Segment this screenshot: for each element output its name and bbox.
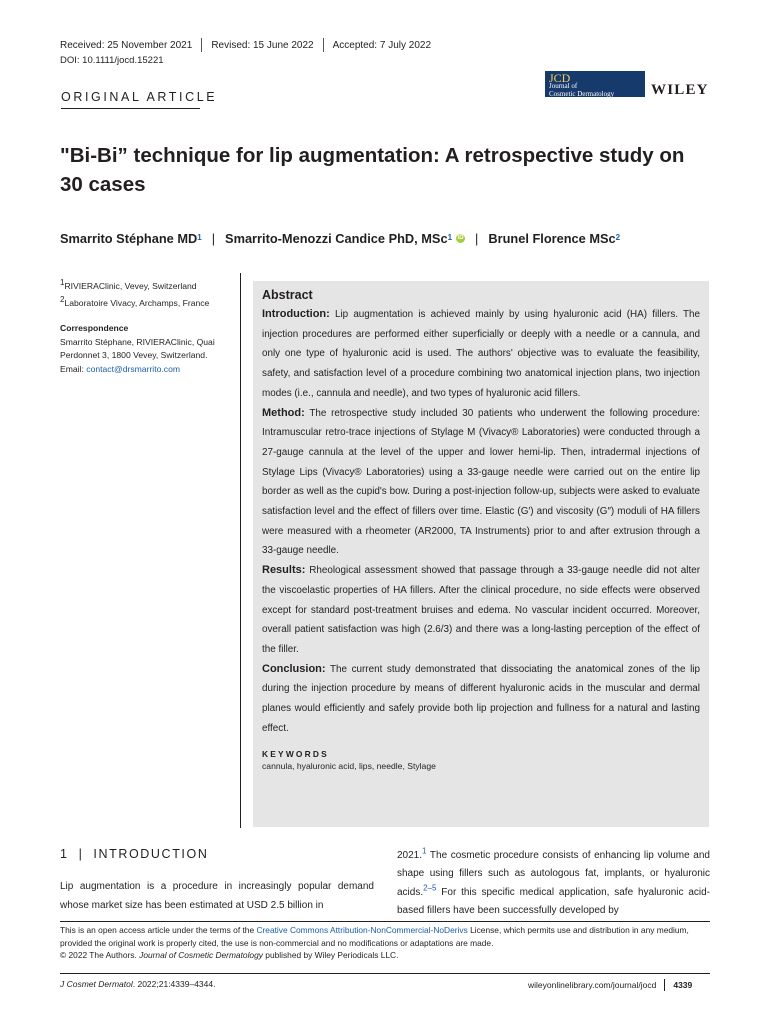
- license-divider: [60, 921, 710, 922]
- journal-url[interactable]: wileyonlinelibrary.com/journal/jocd: [528, 980, 657, 990]
- abstract-introduction: Introduction: Lip augmentation is achieved mainly by using hyaluronic acid (HA) fillers. The injection procedures are performed either superficially or deeply with a needle or a cannula, and only one type of hyaluronic acid is used. The authors' objective was to evaluate the feasibility, safety, and satisfaction level of a procedure combining two anatomical injection plans, two injection modes (i.e., cannula and needle), and two types of hyaluronic acid fillers.: [262, 308, 700, 399]
- journal-logo-abbr: JCD: [549, 71, 571, 85]
- correspondence-email: Email: contact@drsmarrito.com: [60, 363, 181, 374]
- journal-logo[interactable]: [545, 71, 645, 97]
- abstract-box: [253, 281, 709, 827]
- license-link[interactable]: Creative Commons Attribution-NonCommercial-NoDerivs: [256, 925, 468, 935]
- column-divider: [240, 273, 241, 828]
- journal-logo-name: Journal of Cosmetic Dermatology: [549, 82, 615, 98]
- received-date: Received: 25 November 2021: [60, 39, 193, 51]
- author-list: Smarrito Stéphane MD 1 | Smarrito-Menozzi Candice PhD, MSc 1 iD | Brunel Florence MSc 2: [60, 230, 621, 246]
- author-name[interactable]: Brunel Florence MSc: [488, 230, 616, 246]
- footer-right: [528, 979, 692, 991]
- affiliation: $^2$Laboratoire Vivacy, Archamps, France: [60, 294, 210, 308]
- author-separator: |: [475, 230, 479, 246]
- accepted-date: Accepted: 7 July 2022: [332, 39, 432, 51]
- footer-citation: J Cosmet Dermatol. 2022;21:4339–4344.: [60, 979, 216, 989]
- abstract-results: Results: Rheological assessment showed that passage through a 33-gauge needle did not alter the viscoelastic properties of HA fillers. After the clinical procedure, no side effects were observed except for standard post-treatment bruises and edema. No vascular incident occurred. Moreover, overall patient satisfaction was high (2.6/3) and there was a long-lasting perception of the effect of the filler.: [262, 564, 700, 655]
- article-dates: [60, 38, 431, 52]
- affiliation: $^1$RIVIERAClinic, Vevey, Switzerland: [60, 278, 197, 291]
- license-notice: This is an open access article under the terms of the Creative Commons Attribution-NonCommercial-NoDerivs License, which permits use and distribution in any medium, provided the original work is properly cited, the use is non-commercial and no modifications or adaptations are made. © 2022 The Authors. Journal of Cosmetic Dermatology published by Wiley Periodicals LLC.: [60, 925, 689, 961]
- abstract-conclusion: Conclusion: The current study demonstrated that dissociating the anatomical zones of the lip during the injection procedure by means of different hyaluronic acids in the muscular and dermal planes would efficiently and safely provide both lip projection and fullness for a natural and lasting effect.: [262, 662, 700, 734]
- keywords: cannula, hyaluronic acid, lips, needle, Stylage: [262, 761, 436, 772]
- footer-divider: [60, 973, 710, 974]
- page-number: 4339: [673, 980, 693, 990]
- publisher-logo[interactable]: WILEY: [651, 82, 709, 98]
- body-text-left: Lip augmentation is a procedure in increasingly popular demand whose market size has been estimated at USD 2.5 billion in: [60, 881, 374, 911]
- article-type-underline: [61, 108, 200, 109]
- abstract-heading: Abstract: [262, 288, 313, 302]
- article-title: "Bi-Bi” technique for lip augmentation: A retrospective study on 30 cases: [60, 144, 685, 196]
- affiliation-sidebar: [60, 280, 230, 376]
- correspondence-address: Smarrito Stéphane, RIVIERAClinic, Quai Perdonnet 3, 1800 Vevey, Switzerland.: [60, 336, 215, 360]
- doi[interactable]: DOI: 10.1111/jocd.15221: [60, 55, 164, 66]
- correspondence-heading: Correspondence: [60, 323, 129, 333]
- author-name[interactable]: Smarrito-Menozzi Candice PhD, MSc: [225, 230, 448, 246]
- revised-date: Revised: 15 June 2022: [211, 39, 314, 51]
- author-name[interactable]: Smarrito Stéphane MD: [60, 230, 198, 246]
- orcid-icon[interactable]: iD: [457, 234, 464, 241]
- divider: [201, 38, 202, 52]
- email-link[interactable]: contact@drsmarrito.com: [86, 363, 181, 374]
- divider: [323, 38, 324, 52]
- abstract-method: Method: The retrospective study included 30 patients who underwent the following procedure: Intramuscular retro-trace injections of Stylage M (Vivacy® Laboratories) were conducted through a 27-gauge cannula at the level of the upper and lower hemi-lip. Then, intradermal injections of Stylage Lips (Vivacy® Laboratories) using a 33-gauge needle were carried out on the entire lip border as well as the cupid's bow. During a post-injection follow-up, subjects were asked to evaluate satisfaction level and the effect of fillers over time. Elastic (G′) and viscosity (G″) moduli of HA fillers were measured with a rheometer (AR2000, TA Instruments) prior to and after extrusion through a 33-gauge needle.: [262, 406, 700, 557]
- body-text-right: 2021.$^1$ The cosmetic procedure consists of enhancing lip volume and shape using fillers such as autologous fat, implants, or hyaluronic acids.$^{2-5}$ For this specific medical application, safe hyaluronic acid-based fillers have been successfully developed by: [397, 846, 710, 916]
- keywords-heading: KEYWORDS: [262, 749, 329, 760]
- author-separator: |: [211, 230, 216, 246]
- citation-ref[interactable]: 2–5: [423, 883, 437, 893]
- section-heading: 1 | INTRODUCTION: [60, 847, 209, 861]
- divider: [664, 979, 665, 991]
- citation-ref[interactable]: 1: [422, 846, 427, 856]
- article-type: ORIGINAL ARTICLE: [61, 90, 218, 104]
